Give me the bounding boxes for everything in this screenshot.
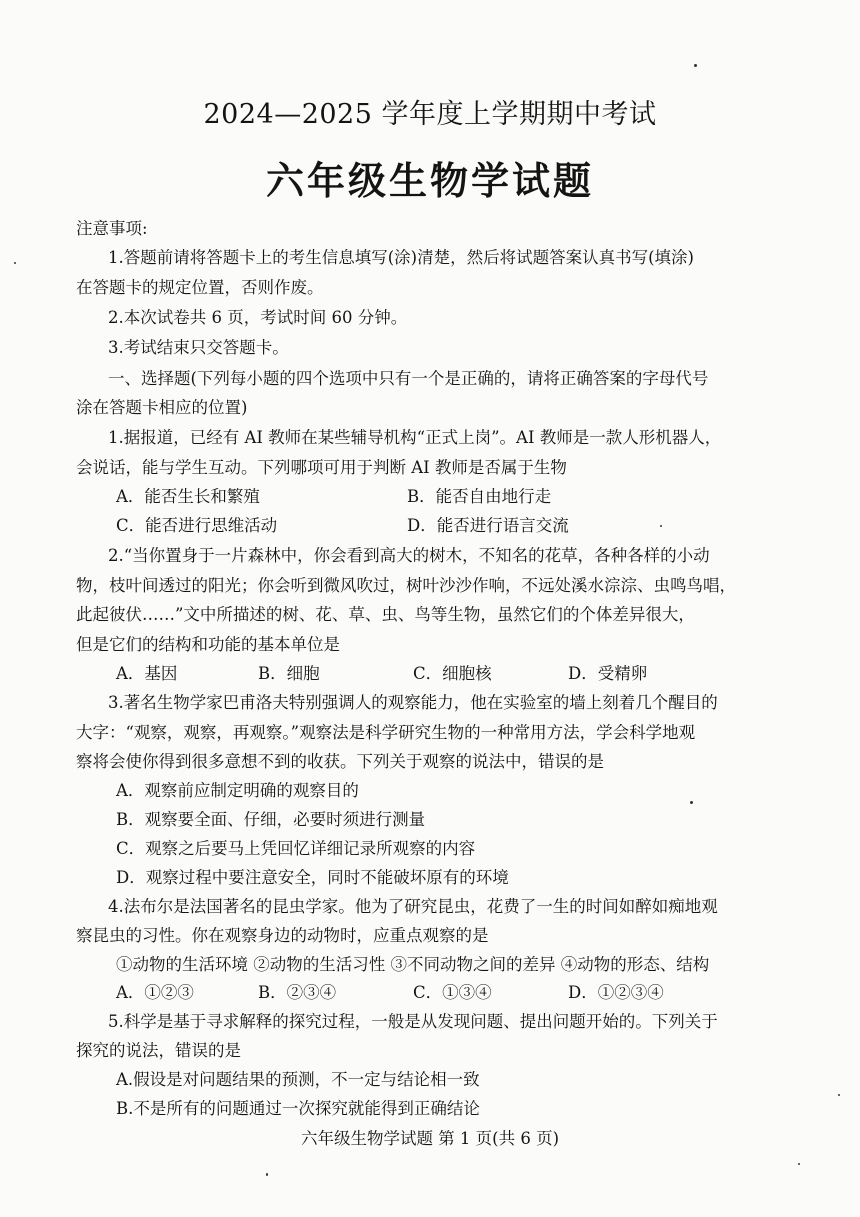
question-option: B.不是所有的问题通过一次探究就能得到正确结论 xyxy=(116,1099,480,1118)
question-option: C．细胞核 xyxy=(413,664,492,683)
question-option: C．①③④ xyxy=(413,983,492,1002)
scan-speck xyxy=(690,801,693,804)
scan-speck xyxy=(266,1173,268,1176)
scan-speck xyxy=(798,1163,800,1165)
question-stem: 察昆虫的习性。你在观察身边的动物时，应重点观察的是 xyxy=(76,926,489,945)
question-stem: 4.法布尔是法国著名的昆虫学家。他为了研究昆虫，花费了一生的时间如醉如痴地观 xyxy=(108,897,718,916)
section-heading: 一、选择题(下列每小题的四个选项中只有一个是正确的，请将正确答案的字母代号 xyxy=(108,369,709,388)
question-stem: 物，枝叶间透过的阳光；你会听到微风吹过，树叶沙沙作响，不远处溪水淙淙、虫鸣鸟唱， xyxy=(76,576,736,595)
question-option: C．观察之后要马上凭回忆详细记录所观察的内容 xyxy=(116,839,476,858)
notes-heading: 注意事项: xyxy=(76,219,148,238)
question-stem: 察将会使你得到很多意想不到的收获。下列关于观察的说法中，错误的是 xyxy=(76,752,604,771)
question-stem: 此起彼伏……”文中所描述的树、花、草、虫、鸟等生物，虽然它们的个体差异很大， xyxy=(76,605,695,624)
question-option: C．能否进行思维活动 xyxy=(116,516,278,535)
question-stem: 5.科学是基于寻求解释的探究过程，一般是从发现问题、提出问题开始的。下列关于 xyxy=(108,1012,718,1031)
scan-speck xyxy=(838,1094,840,1096)
question-option: D．受精卵 xyxy=(568,664,648,683)
question-stem: 3.著名生物学家巴甫洛夫特别强调人的观察能力，他在实验室的墙上刻着几个醒目的 xyxy=(108,693,718,712)
question-option: A．观察前应制定明确的观察目的 xyxy=(116,781,359,800)
question-option: A.假设是对问题结果的预测，不一定与结论相一致 xyxy=(116,1070,480,1089)
question-option: B．②③④ xyxy=(258,983,337,1002)
question-option: B．能否自由地行走 xyxy=(407,487,552,506)
note-line: 3.考试结束只交答题卡。 xyxy=(108,338,289,357)
question-stem: 会说话，能与学生互动。下列哪项可用于判断 AI 教师是否属于生物 xyxy=(76,458,567,477)
question-option: A．基因 xyxy=(116,664,178,683)
question-option: D．观察过程中要注意安全，同时不能破坏原有的环境 xyxy=(116,868,509,887)
page-footer: 六年级生物学试题 第 1 页(共 6 页) xyxy=(300,1129,560,1148)
question-option: B．细胞 xyxy=(258,664,320,683)
scan-speck xyxy=(660,525,662,527)
section-heading-continued: 涂在答题卡相应的位置) xyxy=(76,398,248,417)
scan-speck xyxy=(14,262,16,264)
subject-title: 六年级生物学试题 xyxy=(265,158,594,203)
question-option: D．能否进行语言交流 xyxy=(407,516,569,535)
question-option: B．观察要全面、仔细，必要时须进行测量 xyxy=(116,810,426,829)
question-stem: 但是它们的结构和功能的基本单位是 xyxy=(76,635,340,654)
question-stem: ①动物的生活环境 ②动物的生活习性 ③不同动物之间的差异 ④动物的形态、结构 xyxy=(116,955,710,974)
note-line: 1.答题前请将答题卡上的考生信息填写(涂)清楚，然后将试题答案认真书写(填涂) xyxy=(108,248,694,267)
exam-title: 2024—2025 学年度上学期期中考试 xyxy=(203,99,657,130)
question-option: A．①②③ xyxy=(116,983,194,1002)
question-option: D．①②③④ xyxy=(568,983,664,1002)
scan-speck xyxy=(694,64,697,67)
question-stem: 大字：“观察，观察，再观察。”观察法是科学研究生物的一种常用方法，学会科学地观 xyxy=(76,723,696,742)
question-stem: 1.据报道，已经有 AI 教师在某些辅导机构“正式上岗”。AI 教师是一款人形机器人， xyxy=(108,428,722,447)
note-line: 2.本次试卷共 6 页，考试时间 60 分钟。 xyxy=(108,308,408,327)
question-stem: 探究的说法，错误的是 xyxy=(76,1041,241,1060)
note-line: 在答题卡的规定位置，否则作废。 xyxy=(76,278,324,297)
question-stem: 2.“当你置身于一片森林中，你会看到高大的树木，不知名的花草，各种各样的小动 xyxy=(108,546,710,565)
question-option: A．能否生长和繁殖 xyxy=(116,487,260,506)
